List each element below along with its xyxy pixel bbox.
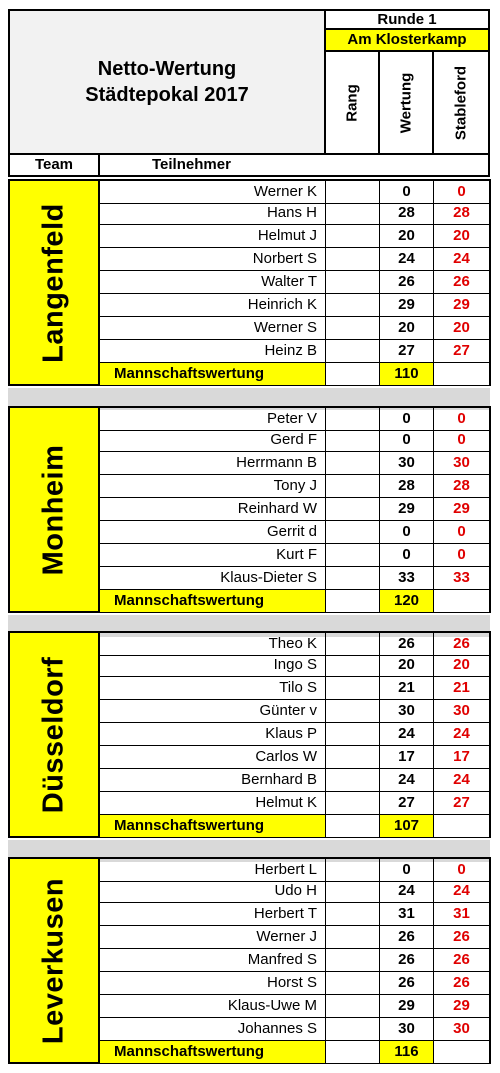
rang-cell xyxy=(326,633,380,656)
title-line-1: Netto-Wertung xyxy=(97,58,237,80)
team-total-value: 116 xyxy=(380,1041,434,1064)
wertung-cell: 0 xyxy=(380,429,434,452)
rang-cell xyxy=(326,567,380,590)
player-name: Gerd F xyxy=(100,429,326,452)
table-border xyxy=(489,179,491,386)
rang-cell xyxy=(326,926,380,949)
team-block xyxy=(8,406,100,613)
team-total-label: Mannschaftswertung xyxy=(100,815,326,838)
team-total-value: 110 xyxy=(380,363,434,386)
wertung-cell: 29 xyxy=(380,498,434,521)
wertung-cell: 33 xyxy=(380,567,434,590)
player-name: Herbert T xyxy=(100,903,326,926)
stableford-cell: 20 xyxy=(434,225,490,248)
rang-cell xyxy=(326,590,380,613)
player-name: Werner J xyxy=(100,926,326,949)
rang-cell xyxy=(326,1041,380,1064)
player-row xyxy=(100,521,490,544)
rang-cell xyxy=(326,972,380,995)
player-name: Horst S xyxy=(100,972,326,995)
team-total-label: Mannschaftswertung xyxy=(100,590,326,613)
team-block xyxy=(8,179,100,386)
rang-cell xyxy=(326,769,380,792)
stableford-cell: 26 xyxy=(434,271,490,294)
course-label: Am Klosterkamp xyxy=(326,30,490,52)
rang-cell xyxy=(326,949,380,972)
player-name: Manfred S xyxy=(100,949,326,972)
team-total-row xyxy=(100,1041,490,1064)
wertung-cell: 24 xyxy=(380,723,434,746)
rang-cell xyxy=(326,475,380,498)
rang-cell xyxy=(326,408,380,431)
rang-cell xyxy=(326,700,380,723)
rang-cell xyxy=(326,880,380,903)
column-header-team: Team xyxy=(8,155,100,177)
team-total-label: Mannschaftswertung xyxy=(100,363,326,386)
player-row xyxy=(100,926,490,949)
team-name: Monheim xyxy=(37,444,70,575)
player-name: Günter v xyxy=(100,700,326,723)
rang-cell xyxy=(326,248,380,271)
player-row xyxy=(100,202,490,225)
player-name: Tilo S xyxy=(100,677,326,700)
rang-cell xyxy=(326,521,380,544)
wertung-cell: 20 xyxy=(380,225,434,248)
rang-cell xyxy=(326,294,380,317)
stableford-cell xyxy=(434,590,490,613)
player-name: Tony J xyxy=(100,475,326,498)
wertung-cell: 27 xyxy=(380,340,434,363)
player-row xyxy=(100,294,490,317)
stableford-cell: 17 xyxy=(434,746,490,769)
player-name: Klaus P xyxy=(100,723,326,746)
player-name: Reinhard W xyxy=(100,498,326,521)
team-total-label: Mannschaftswertung xyxy=(100,1041,326,1064)
stableford-cell: 30 xyxy=(434,452,490,475)
player-name: Walter T xyxy=(100,271,326,294)
player-row xyxy=(100,903,490,926)
stableford-cell: 0 xyxy=(434,408,490,431)
player-row xyxy=(100,271,490,294)
rang-cell xyxy=(326,429,380,452)
player-row xyxy=(100,406,490,429)
player-name: Johannes S xyxy=(100,1018,326,1041)
wertung-cell: 21 xyxy=(380,677,434,700)
rang-cell xyxy=(326,202,380,225)
stableford-cell: 0 xyxy=(434,429,490,452)
stableford-cell: 29 xyxy=(434,498,490,521)
player-name: Udo H xyxy=(100,880,326,903)
rang-cell xyxy=(326,903,380,926)
player-name: Heinz B xyxy=(100,340,326,363)
column-header-stableford xyxy=(434,52,490,155)
stableford-cell: 24 xyxy=(434,769,490,792)
stableford-cell xyxy=(434,363,490,386)
player-row xyxy=(100,429,490,452)
stableford-cell: 27 xyxy=(434,340,490,363)
stableford-cell: 29 xyxy=(434,294,490,317)
stableford-cell: 0 xyxy=(434,181,490,204)
wertung-cell: 17 xyxy=(380,746,434,769)
wertung-cell: 30 xyxy=(380,1018,434,1041)
team-name: Düsseldorf xyxy=(37,656,70,813)
team-name: Leverkusen xyxy=(37,877,70,1044)
wertung-cell: 0 xyxy=(380,859,434,882)
rang-cell xyxy=(326,317,380,340)
stableford-cell: 21 xyxy=(434,677,490,700)
stableford-cell: 29 xyxy=(434,995,490,1018)
player-row xyxy=(100,769,490,792)
stableford-cell: 33 xyxy=(434,567,490,590)
player-row xyxy=(100,544,490,567)
team-block xyxy=(8,631,100,838)
stableford-cell: 0 xyxy=(434,521,490,544)
player-name: Klaus-Dieter S xyxy=(100,567,326,590)
stableford-cell: 28 xyxy=(434,475,490,498)
round-label: Runde 1 xyxy=(326,9,490,30)
player-name: Klaus-Uwe M xyxy=(100,995,326,1018)
wertung-cell: 31 xyxy=(380,903,434,926)
rang-cell xyxy=(326,746,380,769)
wertung-cell: 24 xyxy=(380,880,434,903)
team-total-row xyxy=(100,815,490,838)
stableford-cell: 20 xyxy=(434,654,490,677)
player-name: Carlos W xyxy=(100,746,326,769)
stableford-cell: 0 xyxy=(434,544,490,567)
player-row xyxy=(100,972,490,995)
player-row xyxy=(100,700,490,723)
player-row xyxy=(100,792,490,815)
rang-cell xyxy=(326,544,380,567)
player-row xyxy=(100,340,490,363)
player-name: Heinrich K xyxy=(100,294,326,317)
player-name: Werner S xyxy=(100,317,326,340)
player-row xyxy=(100,317,490,340)
wertung-cell: 26 xyxy=(380,633,434,656)
wertung-cell: 28 xyxy=(380,202,434,225)
column-header-rang xyxy=(326,52,380,155)
player-name: Helmut J xyxy=(100,225,326,248)
player-name: Gerrit d xyxy=(100,521,326,544)
wertung-cell: 26 xyxy=(380,271,434,294)
wertung-cell: 30 xyxy=(380,452,434,475)
column-header-wertung-label: Wertung xyxy=(397,72,415,133)
player-name: Norbert S xyxy=(100,248,326,271)
rang-cell xyxy=(326,859,380,882)
wertung-cell: 27 xyxy=(380,792,434,815)
player-name: Bernhard B xyxy=(100,769,326,792)
stableford-cell: 24 xyxy=(434,248,490,271)
player-row xyxy=(100,225,490,248)
wertung-cell: 24 xyxy=(380,248,434,271)
team-name: Langenfeld xyxy=(37,202,70,363)
player-row xyxy=(100,677,490,700)
rang-cell xyxy=(326,723,380,746)
wertung-cell: 30 xyxy=(380,700,434,723)
stableford-cell xyxy=(434,1041,490,1064)
wertung-cell: 26 xyxy=(380,972,434,995)
wertung-cell: 0 xyxy=(380,408,434,431)
wertung-cell: 24 xyxy=(380,769,434,792)
player-name: Werner K xyxy=(100,181,326,204)
player-row xyxy=(100,995,490,1018)
column-header-teilnehmer: Teilnehmer xyxy=(100,155,490,177)
column-header-wertung xyxy=(380,52,434,155)
player-row xyxy=(100,475,490,498)
table-border xyxy=(489,857,491,1064)
player-name: Kurt F xyxy=(100,544,326,567)
wertung-cell: 28 xyxy=(380,475,434,498)
stableford-cell xyxy=(434,815,490,838)
stableford-cell: 20 xyxy=(434,317,490,340)
rang-cell xyxy=(326,452,380,475)
rang-cell xyxy=(326,677,380,700)
player-row xyxy=(100,179,490,202)
rang-cell xyxy=(326,815,380,838)
player-row xyxy=(100,949,490,972)
rang-cell xyxy=(326,995,380,1018)
player-row xyxy=(100,631,490,654)
table-border xyxy=(489,631,491,838)
stableford-cell: 24 xyxy=(434,723,490,746)
player-row xyxy=(100,248,490,271)
player-row xyxy=(100,857,490,880)
stableford-cell: 28 xyxy=(434,202,490,225)
wertung-cell: 29 xyxy=(380,294,434,317)
wertung-cell: 0 xyxy=(380,544,434,567)
player-name: Peter V xyxy=(100,408,326,431)
stableford-cell: 26 xyxy=(434,926,490,949)
rang-cell xyxy=(326,340,380,363)
table-border xyxy=(489,406,491,613)
rang-cell xyxy=(326,498,380,521)
wertung-cell: 20 xyxy=(380,317,434,340)
stableford-cell: 30 xyxy=(434,700,490,723)
player-name: Ingo S xyxy=(100,654,326,677)
rang-cell xyxy=(326,1018,380,1041)
rang-cell xyxy=(326,225,380,248)
stableford-cell: 26 xyxy=(434,949,490,972)
rang-cell xyxy=(326,271,380,294)
team-block xyxy=(8,857,100,1064)
player-name: Herbert L xyxy=(100,859,326,882)
player-name: Helmut K xyxy=(100,792,326,815)
team-total-row xyxy=(100,363,490,386)
team-total-row xyxy=(100,590,490,613)
team-total-value: 120 xyxy=(380,590,434,613)
wertung-cell: 0 xyxy=(380,521,434,544)
stableford-cell: 26 xyxy=(434,633,490,656)
rang-cell xyxy=(326,654,380,677)
player-name: Herrmann B xyxy=(100,452,326,475)
wertung-cell: 26 xyxy=(380,949,434,972)
stableford-cell: 30 xyxy=(434,1018,490,1041)
column-header-stableford-label: Stableford xyxy=(452,65,470,140)
title-line-2: Städtepokal 2017 xyxy=(85,84,249,106)
wertung-cell: 20 xyxy=(380,654,434,677)
player-row xyxy=(100,723,490,746)
team-total-value: 107 xyxy=(380,815,434,838)
rang-cell xyxy=(326,363,380,386)
player-name: Theo K xyxy=(100,633,326,656)
player-row xyxy=(100,654,490,677)
wertung-cell: 29 xyxy=(380,995,434,1018)
rang-cell xyxy=(326,181,380,204)
player-row xyxy=(100,498,490,521)
player-row xyxy=(100,452,490,475)
player-row xyxy=(100,880,490,903)
stableford-cell: 24 xyxy=(434,880,490,903)
player-name: Hans H xyxy=(100,202,326,225)
player-row xyxy=(100,567,490,590)
wertung-cell: 26 xyxy=(380,926,434,949)
rang-cell xyxy=(326,792,380,815)
wertung-cell: 0 xyxy=(380,181,434,204)
column-header-rang-label: Rang xyxy=(343,83,361,122)
player-row xyxy=(100,746,490,769)
stableford-cell: 31 xyxy=(434,903,490,926)
stableford-cell: 0 xyxy=(434,859,490,882)
stableford-cell: 27 xyxy=(434,792,490,815)
stableford-cell: 26 xyxy=(434,972,490,995)
player-row xyxy=(100,1018,490,1041)
page-title xyxy=(8,9,326,155)
